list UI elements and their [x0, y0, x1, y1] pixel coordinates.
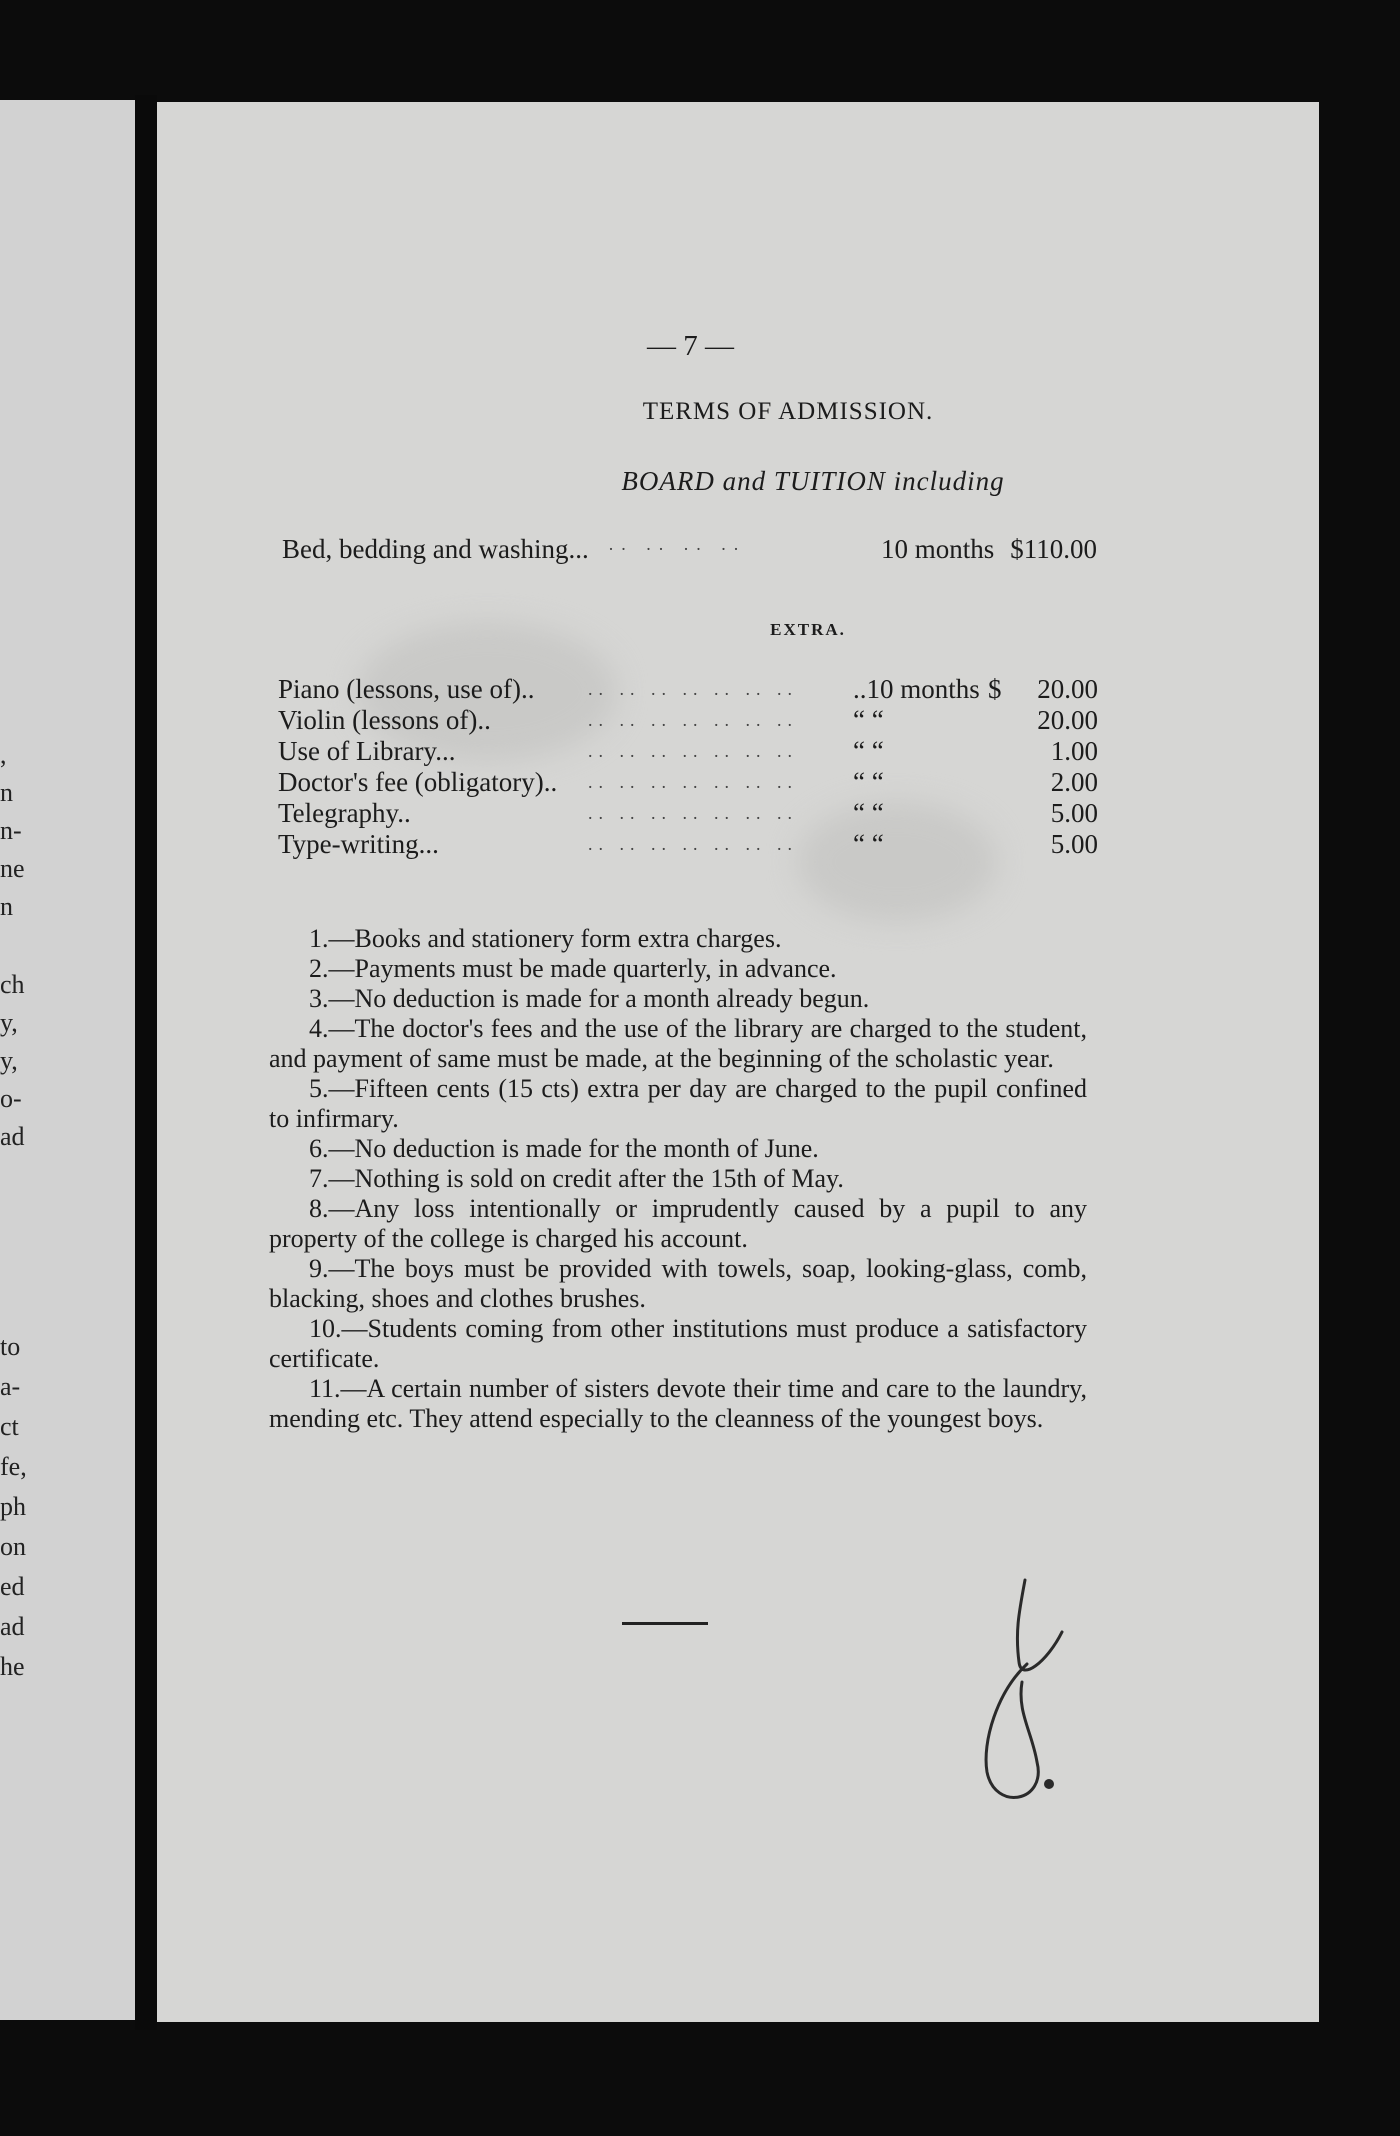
board-leader: .. .. .. ..	[608, 534, 747, 554]
fee-period: “ “	[853, 829, 884, 859]
fee-period: “ “	[853, 798, 884, 828]
subtitle: BOARD and TUITION including	[621, 466, 1005, 496]
rule-number: 1.—	[309, 924, 355, 953]
rule-number: 8.—	[309, 1194, 355, 1223]
rule-number: 2.—	[309, 954, 355, 983]
left-fragment-text: n	[0, 892, 13, 921]
rule-item	[269, 1164, 1087, 1194]
fee-period: “ “	[853, 705, 884, 735]
left-fragment-text: ad	[0, 1122, 25, 1151]
fee-amount: 5.00	[1050, 829, 1098, 859]
rule-item	[269, 1254, 1087, 1314]
left-fragment-text: ph	[0, 1492, 26, 1521]
rule-number: 10.—	[309, 1314, 368, 1343]
left-page-fragment	[0, 100, 135, 2020]
board-line	[282, 534, 1097, 565]
fee-row	[278, 798, 1098, 829]
rule-item	[269, 924, 1087, 954]
rule-item	[269, 1314, 1087, 1374]
page-number: — 7 —	[647, 330, 734, 362]
horizontal-rule	[622, 1622, 708, 1625]
rule-number: 11.—	[309, 1374, 367, 1403]
fee-row	[278, 829, 1098, 860]
rule-number: 5.—	[309, 1074, 355, 1103]
fee-period: “ “	[853, 767, 884, 797]
left-fragment-text: y,	[0, 1046, 18, 1075]
left-fragment-text: ch	[0, 970, 25, 999]
fee-row	[278, 674, 1098, 705]
left-fragment-text: ct	[0, 1412, 19, 1441]
fee-period: “ “	[853, 736, 884, 766]
fee-row	[278, 767, 1098, 798]
left-fragment-text: ad	[0, 1612, 25, 1641]
left-fragment-text: to	[0, 1332, 21, 1361]
fee-row	[278, 705, 1098, 736]
left-fragment-text: fe,	[0, 1452, 27, 1481]
fee-currency: $	[988, 674, 1002, 704]
fee-item: Piano (lessons, use of)..	[278, 674, 535, 704]
rule-text: Payments must be made quarterly, in advance.	[354, 954, 837, 983]
fee-amount: 2.00	[1050, 767, 1098, 797]
rule-text: Students coming from other institutions must produce a satisfactory certificate.	[269, 1314, 1087, 1373]
fee-currency	[988, 829, 1018, 860]
handwritten-mark	[977, 1572, 1087, 1812]
rule-text: No deduction is made for the month of June.	[354, 1134, 819, 1163]
left-fragment-text: ne	[0, 854, 25, 883]
fee-item: Doctor's fee (obligatory)..	[278, 767, 558, 797]
fee-leader: .. .. .. .. .. .. ..	[588, 679, 798, 699]
fee-leader: .. .. .. .. .. .. ..	[588, 772, 798, 792]
rule-item	[269, 1134, 1087, 1164]
fee-amount: 20.00	[1037, 674, 1098, 704]
rule-text: No deduction is made for a month already begun.	[354, 984, 870, 1013]
rule-text: The doctor's fees and the use of the library are charged to the student, and payment of same must be made, at the beginning of the scholastic year.	[269, 1014, 1087, 1073]
fee-currency	[988, 736, 1018, 767]
left-fragment-text: a-	[0, 1372, 21, 1401]
fee-item: Telegraphy..	[278, 798, 411, 828]
fee-row	[278, 736, 1098, 767]
left-fragment-text: y,	[0, 1008, 18, 1037]
left-fragment-text: ,	[0, 740, 7, 769]
rule-text: A certain number of sisters devote their time and care to the laundry, mending etc. They attend especially to the cleanness of the youngest boys.	[269, 1374, 1087, 1433]
extra-heading: EXTRA.	[770, 620, 846, 639]
rule-text: Books and stationery form extra charges.	[354, 924, 782, 953]
left-fragment-text: on	[0, 1532, 26, 1561]
rules-list	[269, 924, 1087, 1434]
rule-item	[269, 1074, 1087, 1134]
board-period: 10 months	[880, 534, 995, 564]
fee-period: ..10 months	[853, 674, 980, 704]
rule-item	[269, 1014, 1087, 1074]
fee-amount: 20.00	[1037, 705, 1098, 735]
rule-number: 3.—	[309, 984, 355, 1013]
rule-text: Fifteen cents (15 cts) extra per day are charged to the pupil confined to infirmary.	[269, 1074, 1087, 1133]
document-page	[157, 102, 1319, 2022]
fee-item: Use of Library...	[278, 736, 456, 766]
fee-leader: .. .. .. .. .. .. ..	[588, 803, 798, 823]
board-amount: $110.00	[1010, 534, 1097, 564]
rule-item	[269, 954, 1087, 984]
rule-item	[269, 984, 1087, 1014]
rule-number: 6.—	[309, 1134, 355, 1163]
page-title: TERMS OF ADMISSION.	[642, 398, 934, 425]
fee-currency	[988, 705, 1018, 736]
fee-item: Violin (lessons of)..	[278, 705, 491, 735]
rule-text: Nothing is sold on credit after the 15th of May.	[354, 1164, 844, 1193]
fee-item: Type-writing...	[278, 829, 439, 859]
board-item: Bed, bedding and washing...	[282, 534, 589, 564]
left-fragment-text: ed	[0, 1572, 25, 1601]
fee-amount: 1.00	[1050, 736, 1098, 766]
left-fragment-text: n	[0, 778, 13, 807]
left-fragment-text: n-	[0, 816, 22, 845]
fee-leader: .. .. .. .. .. .. ..	[588, 710, 798, 730]
fees-table	[278, 674, 1098, 860]
fee-currency	[988, 798, 1018, 829]
rule-number: 7.—	[309, 1164, 355, 1193]
rule-number: 9.—	[309, 1254, 355, 1283]
rule-text: The boys must be provided with towels, soap, looking-glass, comb, blacking, shoes and clothes brushes.	[269, 1254, 1087, 1313]
rule-item	[269, 1194, 1087, 1254]
fee-leader: .. .. .. .. .. .. ..	[588, 741, 798, 761]
rule-text: Any loss intentionally or imprudently caused by a pupil to any property of the college is charged his account.	[269, 1194, 1087, 1253]
book-gutter	[135, 95, 157, 2030]
left-fragment-text: o-	[0, 1084, 22, 1113]
left-fragment-text: he	[0, 1652, 25, 1681]
rule-number: 4.—	[309, 1014, 355, 1043]
rule-item	[269, 1374, 1087, 1434]
fee-currency	[988, 767, 1018, 798]
fee-leader: .. .. .. .. .. .. ..	[588, 834, 798, 854]
fee-amount: 5.00	[1050, 798, 1098, 828]
